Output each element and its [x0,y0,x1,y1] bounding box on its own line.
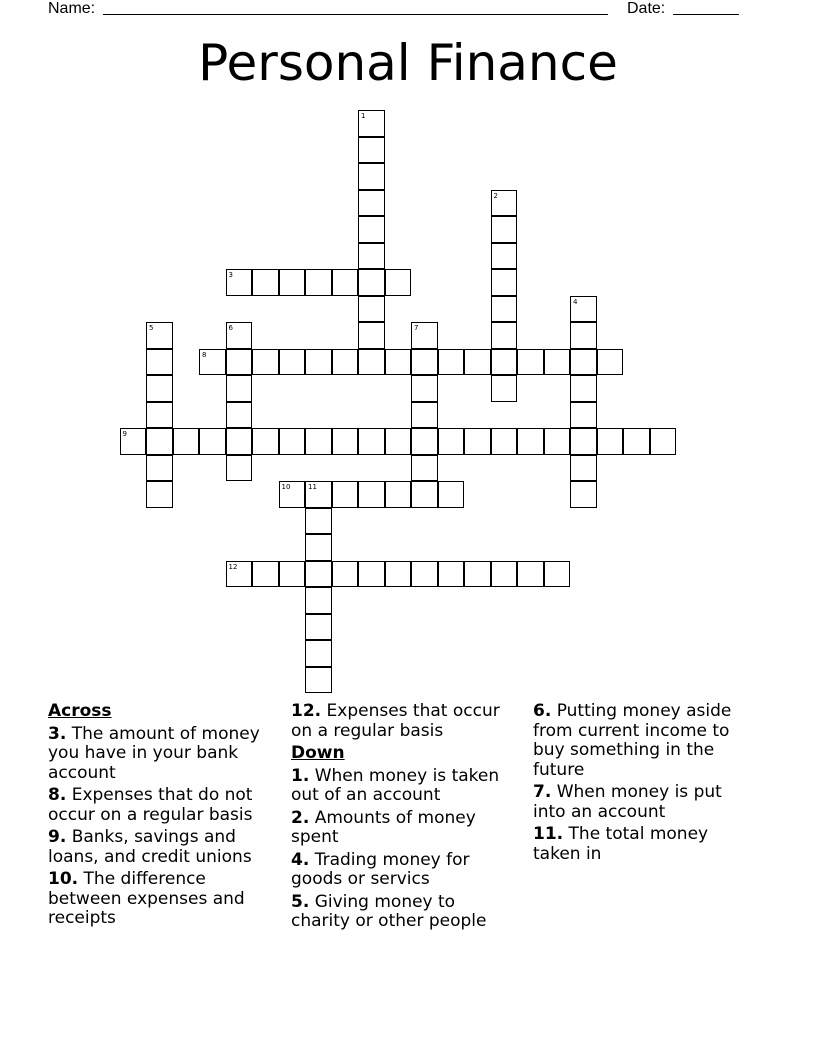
grid-cell[interactable] [358,137,385,164]
grid-cell[interactable] [252,428,279,455]
grid-cell[interactable] [544,561,571,588]
cell-number: 12 [228,562,238,571]
grid-cell[interactable] [279,349,306,376]
grid-cell[interactable] [411,349,438,376]
grid-cell[interactable] [332,428,359,455]
clue-down-4 [291,851,516,890]
grid-cell[interactable] [305,667,332,694]
cell-number: 9 [122,430,127,438]
clue-number: 12. [291,701,322,721]
clue-text: When money is taken out of an account [291,765,500,805]
grid-cell[interactable] [305,508,332,535]
grid-cell[interactable] [358,428,385,455]
clue-text: Expenses that do not occur on a regular basis [48,785,253,825]
grid-cell[interactable] [305,561,332,588]
grid-cell[interactable] [491,561,518,588]
grid-cell[interactable] [385,428,412,455]
clue-number: 6. [533,701,552,721]
cell-number: 6 [228,324,233,332]
grid-cell[interactable] [438,349,465,376]
grid-cell[interactable] [491,296,518,323]
cell-number: 11 [308,483,317,491]
grid-cell[interactable] [226,322,253,349]
grid-cell[interactable] [358,269,385,296]
grid-cell[interactable] [411,455,438,482]
grid-cell[interactable] [411,561,438,588]
clue-down-2 [291,809,516,848]
grid-cell[interactable] [305,481,332,508]
clue-text: Expenses that occur on a regular basis [291,701,500,741]
clue-text: When money is put into an account [533,782,722,822]
clue-number: 9. [48,827,67,847]
grid-cell[interactable] [544,428,571,455]
grid-cell[interactable] [570,402,597,429]
grid-cell[interactable] [411,481,438,508]
grid-cell[interactable] [279,561,306,588]
grid-cell[interactable] [491,216,518,243]
grid-cell[interactable] [517,561,544,588]
grid-cell[interactable] [146,322,173,349]
grid-cell[interactable] [438,561,465,588]
grid-cell[interactable] [411,375,438,402]
grid-cell[interactable] [385,349,412,376]
grid-cell[interactable] [385,561,412,588]
grid-cell[interactable] [464,428,491,455]
grid-cell[interactable] [305,534,332,561]
clue-across-12 [291,702,516,741]
grid-cell[interactable] [358,216,385,243]
clue-across-3 [48,725,273,784]
grid-cell[interactable] [120,428,147,455]
grid-cell[interactable] [597,349,624,376]
grid-cell[interactable] [358,296,385,323]
grid-cell[interactable] [199,349,226,376]
grid-cell[interactable] [358,190,385,217]
grid-cell[interactable] [332,349,359,376]
date-label: Date: [627,0,666,17]
grid-cell[interactable] [358,163,385,190]
cell-number: 10 [281,483,291,491]
grid-cell[interactable] [226,561,253,588]
puzzle-title: Personal Finance [198,34,618,92]
grid-cell[interactable] [570,455,597,482]
grid-cell[interactable] [385,269,412,296]
clue-text: The total money taken in [533,824,709,864]
across-heading: Across [48,701,112,721]
grid-cell[interactable] [279,481,306,508]
grid-cell[interactable] [358,322,385,349]
clue-text: The amount of money you have in your bank account [48,723,260,783]
grid-cell[interactable] [570,428,597,455]
grid-cell[interactable] [146,428,173,455]
clue-down-6 [533,702,758,780]
clue-down-5 [291,893,516,932]
clues-column-2 [291,702,516,935]
grid-cell[interactable] [146,481,173,508]
grid-cell[interactable] [226,375,253,402]
grid-cell[interactable] [252,349,279,376]
clues-column-1 [48,702,273,932]
grid-cell[interactable] [491,349,518,376]
grid-cell[interactable] [544,349,571,376]
cell-number: 3 [228,271,233,279]
grid-cell[interactable] [570,349,597,376]
grid-cell[interactable] [358,349,385,376]
grid-cell[interactable] [411,322,438,349]
clue-text: Giving money to charity or other people [291,891,487,931]
clue-number: 1. [291,765,310,786]
grid-cell[interactable] [199,428,226,455]
grid-cell[interactable] [332,561,359,588]
grid-cell[interactable] [438,481,465,508]
grid-cell[interactable] [623,428,650,455]
grid-cell[interactable] [279,269,306,296]
grid-cell[interactable] [570,296,597,323]
clue-across-9 [48,828,273,867]
grid-cell[interactable] [438,428,465,455]
grid-cell[interactable] [464,349,491,376]
grid-cell[interactable] [305,587,332,614]
clue-down-7 [533,783,758,822]
cell-number: 4 [573,297,578,306]
clue-number: 3. [48,723,67,744]
grid-cell[interactable] [570,481,597,508]
grid-cell[interactable] [146,375,173,402]
clues-column-3 [533,702,758,867]
grid-cell[interactable] [305,428,332,455]
grid-cell[interactable] [385,481,412,508]
grid-cell[interactable] [570,375,597,402]
grid-cell[interactable] [146,455,173,482]
clue-down-11 [533,825,758,864]
cell-number: 2 [493,191,498,200]
clue-number: 7. [533,782,552,802]
grid-cell[interactable] [491,322,518,349]
clue-down-1 [291,767,516,806]
grid-cell[interactable] [358,481,385,508]
grid-cell[interactable] [226,269,253,296]
grid-cell[interactable] [146,349,173,376]
down-heading: Down [291,743,345,763]
clue-number: 8. [48,785,67,805]
grid-cell[interactable] [252,561,279,588]
grid-cell[interactable] [305,349,332,376]
grid-cell[interactable] [517,349,544,376]
grid-cell[interactable] [146,402,173,429]
clue-text: Trading money for goods or servics [291,849,470,889]
clue-number: 5. [291,891,310,912]
grid-cell[interactable] [464,561,491,588]
grid-cell[interactable] [226,428,253,455]
grid-cell[interactable] [411,428,438,455]
grid-cell[interactable] [226,349,253,376]
clue-text: The difference between expenses and receipts [48,869,245,928]
clue-text: Banks, savings and loans, and credit unions [48,827,252,867]
grid-cell[interactable] [491,428,518,455]
grid-cell[interactable] [358,110,385,137]
clue-number: 4. [291,849,310,870]
clue-number: 2. [291,807,310,828]
grid-cell[interactable] [491,243,518,270]
cell-number: 1 [361,112,366,120]
grid-cell[interactable] [517,428,544,455]
grid-cell[interactable] [332,481,359,508]
grid-cell[interactable] [491,375,518,402]
grid-cell[interactable] [305,640,332,667]
clue-text: Amounts of money spent [291,807,476,847]
clue-number: 10. [48,869,79,889]
grid-cell[interactable] [305,614,332,641]
grid-cell[interactable] [358,243,385,270]
name-label: Name: [48,0,96,17]
grid-cell[interactable] [570,322,597,349]
grid-cell[interactable] [226,455,253,482]
grid-cell[interactable] [279,428,306,455]
clue-number: 11. [533,824,564,844]
grid-cell[interactable] [358,561,385,588]
grid-cell[interactable] [491,190,518,217]
grid-cell[interactable] [332,269,359,296]
grid-cell[interactable] [597,428,624,455]
grid-cell[interactable] [305,269,332,296]
clue-across-8 [48,786,273,825]
cell-number: 8 [202,350,207,359]
cell-number: 7 [414,324,419,332]
grid-cell[interactable] [650,428,677,455]
clue-text: Putting money aside from current income to buy something in the future [533,701,732,780]
grid-cell[interactable] [173,428,200,455]
cell-number: 5 [149,324,154,332]
clue-across-10 [48,870,273,929]
grid-cell[interactable] [226,402,253,429]
grid-cell[interactable] [491,269,518,296]
grid-cell[interactable] [252,269,279,296]
grid-cell[interactable] [411,402,438,429]
